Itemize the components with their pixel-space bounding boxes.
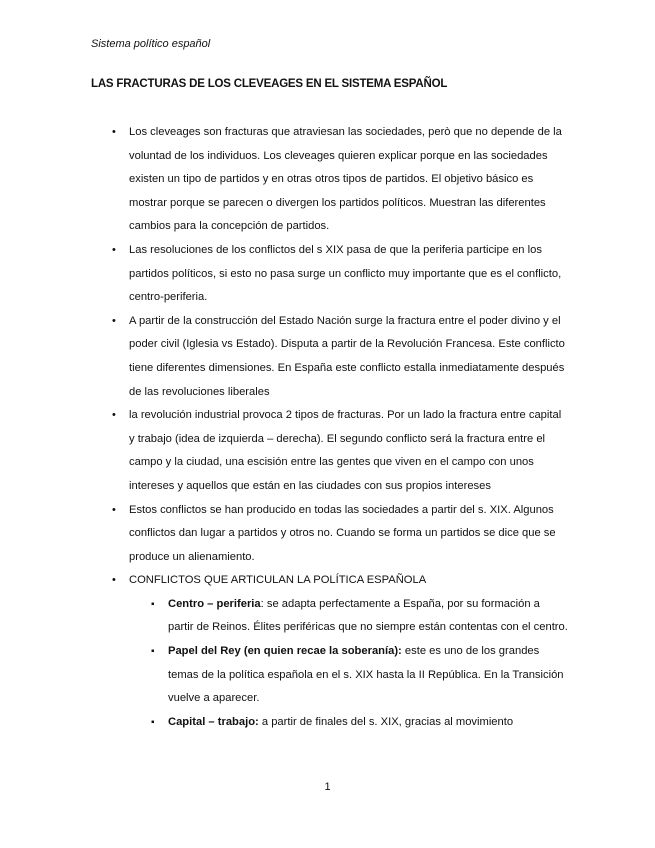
- sub-list-item: [0, 593, 568, 640]
- running-header: Sistema político español: [91, 38, 211, 50]
- sub-item-text: : se adapta perfectamente a España, por su formación a partir de Reinos. Élites periféricas que no siempre están contentas con el centro.: [168, 597, 568, 634]
- sub-list-item: [0, 640, 568, 711]
- list-item-text: A partir de la construcción del Estado Nación surge la fractura entre el poder divino y el poder civil (Iglesia vs Estado). Disputa a partir de la Revolución Francesa. Este conflicto tiene diferentes dimensiones. En España este conflicto estalla inmediatamente después de las revoluciones liberales: [129, 314, 565, 398]
- sub-item-text: a partir de finales del s. XIX, gracias al movimiento: [258, 715, 514, 728]
- bullet-icon: •: [112, 409, 116, 422]
- bullet-icon: •: [112, 126, 116, 138]
- page-number: 1: [324, 781, 331, 793]
- bullet-icon: •: [112, 574, 116, 587]
- bullet-list: [0, 121, 655, 734]
- list-item: [0, 569, 569, 593]
- bullet-icon: ▪: [151, 598, 155, 610]
- bullet-icon: ▪: [151, 646, 155, 658]
- list-item: [0, 310, 569, 404]
- list-item: [0, 239, 569, 310]
- list-item: [0, 404, 569, 498]
- list-item-text: la revolución industrial provoca 2 tipos de fracturas. Por un lado la fractura entre capital y trabajo (idea de izquierda – derecha). El segundo conflicto será la fractura entre el campo y la ciudad, una escisión entre las gentes que viven en el campo con unos intereses y aquellos que están en las ciudades con sus propios intereses: [129, 409, 562, 492]
- sub-item-term: Papel del Rey (en quien recae la soberanía):: [168, 645, 402, 658]
- sub-list-item: [0, 711, 568, 735]
- sub-item-term: Capital – trabajo:: [168, 715, 259, 728]
- bullet-icon: •: [112, 314, 116, 327]
- sub-item-text: este es uno de los grandes temas de la política española en el s. XIX hasta la II República. En la Transición vuelve a aparecer.: [168, 645, 564, 705]
- list-item: [0, 121, 569, 239]
- bullet-icon: •: [112, 503, 116, 516]
- list-item-text: Los cleveages son fracturas que atraviesan las sociedades, però que no depende de la voluntad de los individuos. Los cleveages quieren explicar porque en las sociedades existen un tipo de partidos y en otras otros tipos de partidos. El objetivo básico es mostrar porque se parecen o divergen los partidos políticos. Muestran las diferentes cambios para la concepción de partidos.: [129, 126, 562, 233]
- list-item-text: Estos conflictos se han producido en todas las sociedades a partir del s. XIX. Algunos conflictos dan lugar a partidos y otros no. Cuando se forma un partidos se dice que se produce un alienamiento.: [129, 503, 556, 563]
- list-item-text: CONFLICTOS QUE ARTICULAN LA POLÍTICA ESPAÑOLA: [129, 574, 427, 587]
- bullet-icon: ▪: [151, 716, 155, 728]
- list-item: [0, 499, 569, 570]
- sub-item-term: Centro – periferia: [168, 597, 261, 610]
- bullet-icon: •: [112, 243, 116, 256]
- list-item-text: Las resoluciones de los conflictos del s XIX pasa de que la periferia participe en los partidos políticos, si esto no pasa surge un conflicto muy importante que es el conflicto, centro-periferia.: [129, 243, 562, 304]
- section-title: LAS FRACTURAS DE LOS CLEVEAGES EN EL SISTEMA ESPAÑOL: [91, 78, 448, 90]
